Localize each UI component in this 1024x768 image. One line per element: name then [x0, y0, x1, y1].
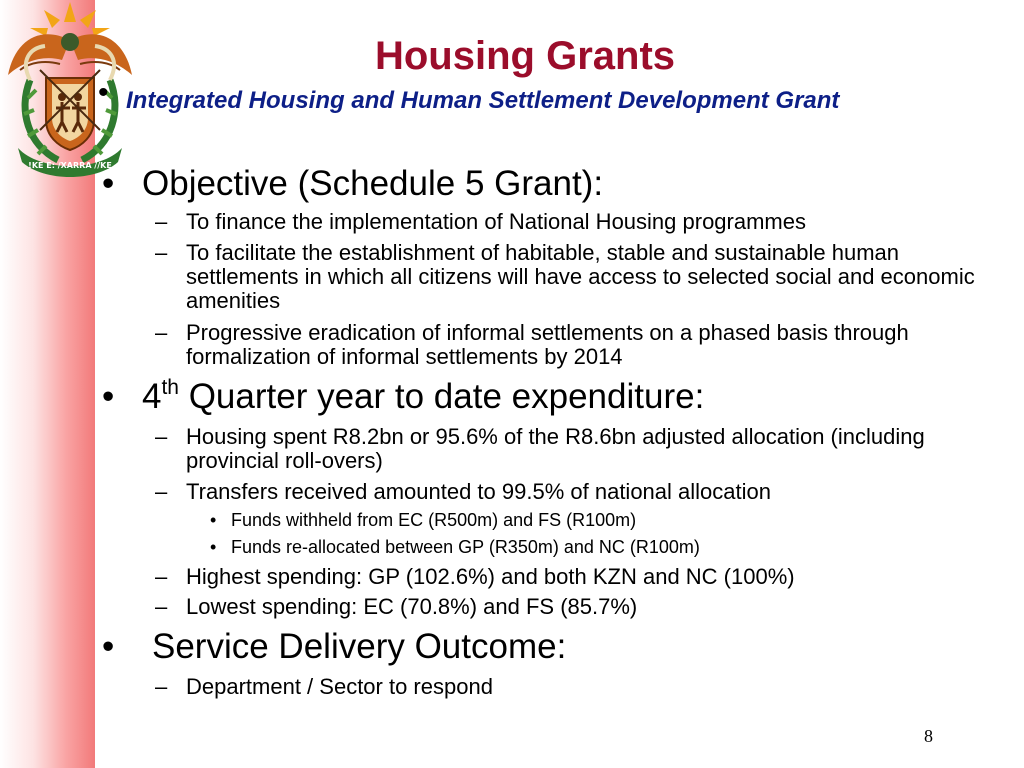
- expenditure-item: – Housing spent R8.2bn or 95.6% of the R8.6bn adjusted allocation (including provincial roll-overs): [155, 425, 975, 473]
- expenditure-heading-num: 4: [142, 377, 162, 416]
- expenditure-item-text: Lowest spending: EC (70.8%) and FS (85.7%): [186, 594, 638, 619]
- slide-title: Housing Grants: [374, 34, 676, 78]
- objective-item: – To finance the implementation of National Housing programmes: [155, 210, 975, 234]
- bullet-objective: • Objective (Schedule 5 Grant):: [102, 164, 604, 203]
- page-number: 8: [924, 726, 933, 746]
- objective-item-text: To finance the implementation of National Housing programmes: [186, 209, 806, 234]
- objective-heading: Objective (Schedule 5 Grant):: [142, 164, 604, 203]
- expenditure-item: – Lowest spending: EC (70.8%) and FS (85.7%): [155, 595, 975, 619]
- expenditure-item-text: Transfers received amounted to 99.5% of national allocation: [186, 479, 771, 504]
- slide-subtitle: Integrated Housing and Human Settlement Development Grant: [126, 87, 840, 114]
- objective-item-text: Progressive eradication of informal settlements on a phased basis through formalization of informal settlements by 2014: [186, 320, 909, 369]
- expenditure-sub-item: • Funds withheld from EC (R500m) and FS (R100m): [210, 510, 637, 530]
- objective-item: – Progressive eradication of informal settlements on a phased basis through formalization of informal settlements by 2014: [155, 321, 975, 369]
- bullet-outcome: • Service Delivery Outcome:: [102, 627, 567, 666]
- objective-item: – To facilitate the establishment of habitable, stable and sustainable human settlements in which all citizens will have access to selected social and economic amenities: [155, 240, 975, 313]
- bullet-expenditure: • 4th Quarter year to date expenditure:: [102, 376, 705, 416]
- expenditure-heading-rest: Quarter year to date expenditure:: [178, 377, 705, 416]
- outcome-item: – Department / Sector to respond: [155, 675, 975, 699]
- subtitle-bullet: •: [98, 76, 109, 109]
- objective-item-text: To facilitate the establishment of habitable, stable and sustainable human settlements in which all citizens will have access to selected social and economic amenities: [186, 240, 975, 313]
- expenditure-item: – Highest spending: GP (102.6%) and both KZN and NC (100%): [155, 565, 975, 589]
- expenditure-item: – Transfers received amounted to 99.5% of national allocation: [155, 480, 975, 504]
- outcome-heading: Service Delivery Outcome:: [152, 627, 567, 666]
- outcome-item-text: Department / Sector to respond: [186, 674, 493, 699]
- expenditure-sub-item-text: Funds withheld from EC (R500m) and FS (R100m): [231, 510, 637, 530]
- expenditure-sub-item-text: Funds re-allocated between GP (R350m) and NC (R100m): [231, 537, 700, 557]
- expenditure-item-text: Housing spent R8.2bn or 95.6% of the R8.6bn adjusted allocation (including provincial roll-overs): [186, 424, 925, 473]
- expenditure-item-text: Highest spending: GP (102.6%) and both KZN and NC (100%): [186, 564, 795, 589]
- expenditure-sub-item: • Funds re-allocated between GP (R350m) and NC (R100m): [210, 537, 700, 557]
- svg-text:!KE E: /XARRA //KE: !KE E: /XARRA //KE: [28, 161, 112, 170]
- expenditure-heading-sup: th: [161, 376, 179, 399]
